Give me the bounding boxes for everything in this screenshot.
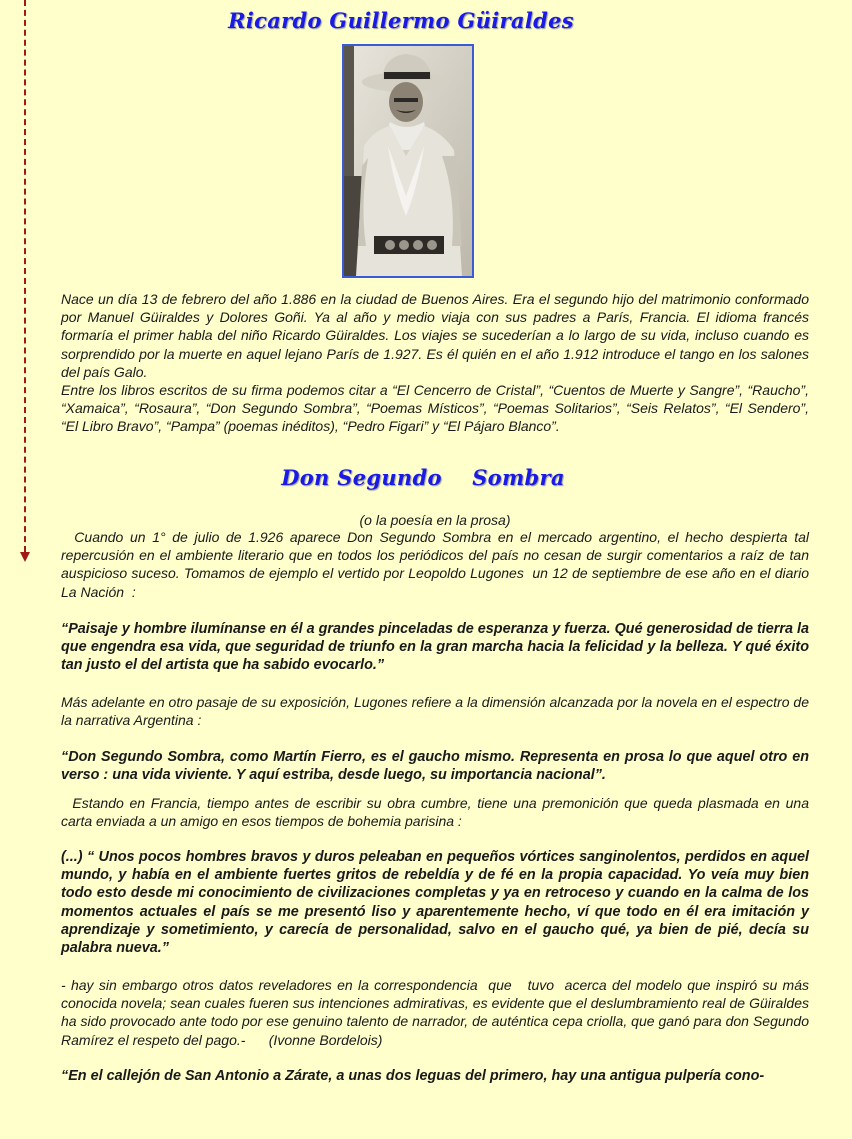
intro-paragraph: Cuando un 1° de julio de 1.926 aparece Don Segundo Sombra en el mercado argentino, el hecho despierta tal repercusión en el ambiente literario que en todos los periódicos del país no cesan de surgir comentarios a raíz de tan auspicioso suceso. Tomamos de ejemplo el vertido por Leopoldo Lugones un 12 de septiembre de ese año en el diario La Nación :	[61, 529, 817, 600]
quote-lugones-1: “Paisaje y hombre ilumínanse en él a grandes pinceladas de esperanza y fuerza. Qué generosidad de tierra la que engendra esa vida, que seguridad de triunfo en la gran marcha hacia la felicidad y la belleza. Y qué éxito tan justo el del artista que ha sabido evocarlo.”	[61, 621, 809, 674]
quote-letter: (...) “ Unos pocos hombres bravos y duros peleaban en pequeños vórtices sanginolentos, perdidos en aquel mundo, y había en el ambiente fuertes gritos de rebeldía y de fé en la propia capacidad. Yo veía muy bien todo esto desde mi conocimiento de civilizaciones completas y ya en retroceso y cuando en la calma de los momentos actuales el país se me presentó liso y aparentemente hecho, ví que todo en él era imitación y aprendizaje y sometimiento, y carecía de personalidad, salvo en el gaucho qué, ya bien de pié, decía su palabra nueva.”	[61, 849, 809, 957]
bio-paragraph-birth: Nace un día 13 de febrero del año 1.886 en la ciudad de Buenos Aires. Era el segundo hijo del matrimonio conformado por Manuel Güiraldes y Dolores Goñi. Ya al año y medio viaja con sus padres a París, Francia. El idioma francés formaría el primer habla del niño Ricardo Güiraldes. Los viajes se sucederían a lo largo de su vida, incluso cuando es sorprendido por la muerte en aquel lejano París de 1.927. Es él quién en el año 1.912 introduce el tango en los salones del país Galo.	[61, 291, 809, 380]
section-subtitle: (o la poesía en la prosa)	[359, 512, 511, 528]
page-title: Ricardo Guillermo Güiraldes	[228, 8, 574, 33]
paragraph-bordelois: - hay sin embargo otros datos reveladores en la correspondencia que tuvo acerca del modelo que inspiró su más conocida novela; sean cuales fueren sus intenciones admirativas, es evidente que el deslumbramiento real de Güiraldes ha sido provocado ante todo por ese genuino talento de narrador, de auténtica cepa criolla, que ganó para don Segundo Ramírez el respeto del pago.- (Ivonne Bordelois)	[61, 977, 813, 1048]
section-title: Don Segundo Sombra	[281, 465, 565, 490]
paragraph-francia: Estando en Francia, tiempo antes de escribir su obra cumbre, tiene una premonición que queda plasmada en una carta enviada a un amigo en esos tiempos de bohemia parisina :	[61, 795, 813, 830]
author-portrait	[342, 44, 474, 278]
paragraph-lugones: Más adelante en otro pasaje de su exposición, Lugones refiere a la dimensión alcanzada por la novela en el espectro de la narrativa Argentina :	[61, 694, 809, 729]
bio-paragraph-books: Entre los libros escritos de su firma podemos citar a “El Cencerro de Cristal”, “Cuentos de Muerte y Sangre”, “Raucho”, “Xamaica”, “Rosaura”, “Don Segundo Sombra”, “Poemas Místicos”, “Poemas Solitarios”, “Seis Relatos”, “El Sendero”, “El Libro Bravo”, “Pampa” (poemas inéditos), “Pedro Figari” y “El Pájaro Blanco”.	[61, 382, 809, 435]
quote-pulperia: “En el callejón de San Antonio a Zárate, a unas dos leguas del primero, hay una antigua pulpería cono-	[61, 1068, 765, 1084]
quote-lugones-2: “Don Segundo Sombra, como Martín Fierro, es el gaucho mismo. Representa en prosa lo que aquel otro en verso : una vida viviente. Y aquí estriba, desde luego, su importancia nacional”.	[61, 749, 809, 784]
arrow-down-icon	[20, 552, 30, 562]
